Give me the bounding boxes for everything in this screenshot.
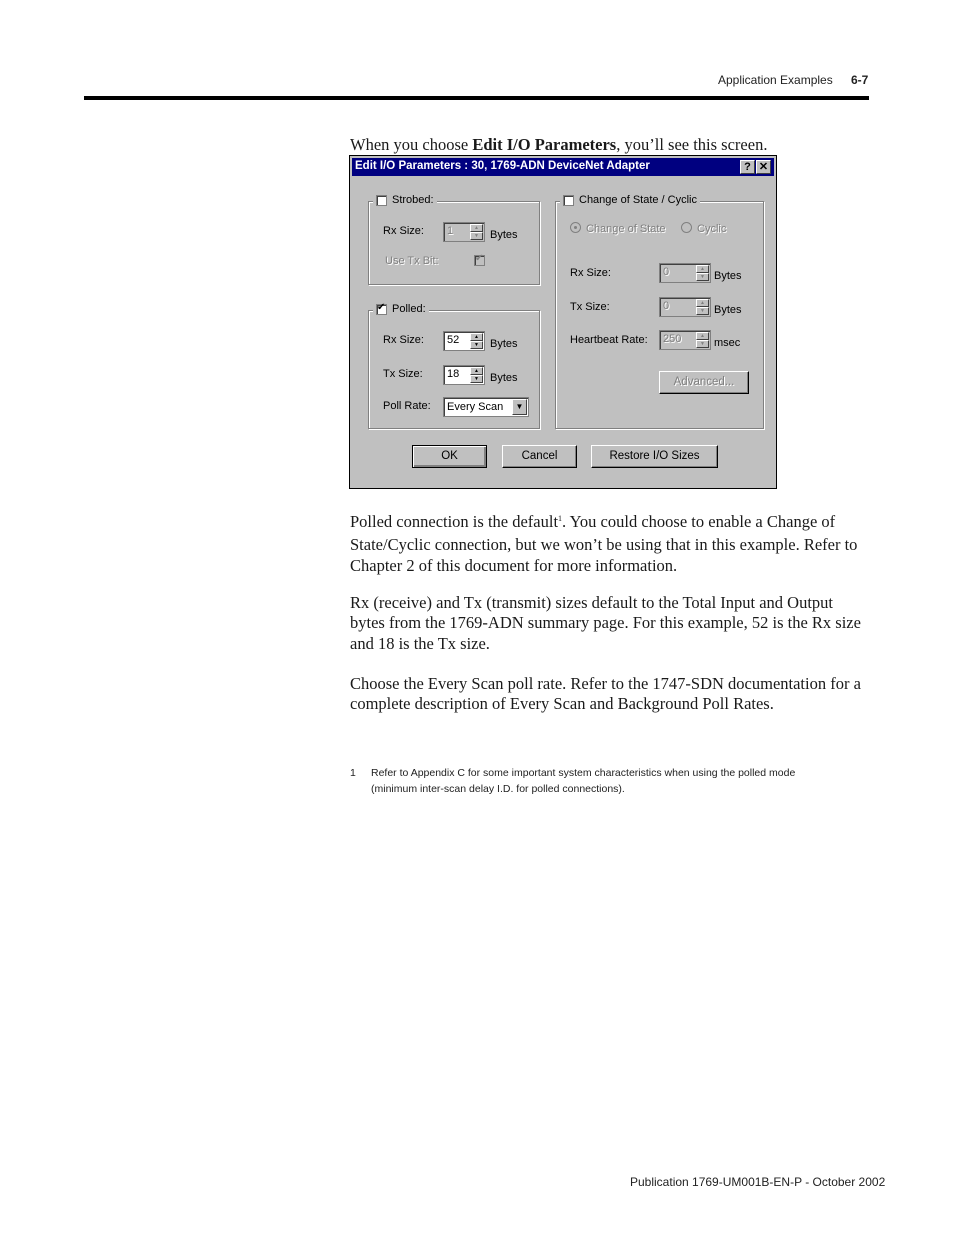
spin-up-icon[interactable]: ▲ [470,367,483,375]
radio-cyclic-label: Cyclic [697,223,727,235]
polled-group [368,303,540,429]
spin-down-icon[interactable]: ▼ [696,307,709,315]
paragraph-polled-default [350,512,870,576]
cos-rx-size-stepper[interactable] [659,263,711,283]
cos-cyclic-legend[interactable] [560,194,700,206]
polled-rx-size-stepper[interactable] [443,331,485,351]
strobed-rx-size-label: Rx Size: [383,225,424,237]
cos-tx-unit: Bytes [714,304,742,316]
polled-legend[interactable] [373,303,429,315]
cos-tx-size-value: 0 [663,300,670,312]
poll-rate-select[interactable] [443,397,529,417]
edit-io-parameters-dialog [349,155,777,489]
paragraph-poll-rate: Choose the Every Scan poll rate. Refer to the 1747-SDN documentation for a complete description of Every Scan and Background Poll Rates. [350,674,861,714]
spin-down-icon[interactable]: ▼ [696,340,709,348]
paragraph-rx-tx-sizes: Rx (receive) and Tx (transmit) sizes default to the Total Input and Output bytes from the 1769-ADN summary page. For this example, 52 is the Rx size and 18 is the Tx size. [350,593,861,653]
use-tx-bit-checkbox[interactable] [474,255,485,266]
spin-up-icon[interactable]: ▲ [470,333,483,341]
polled-rx-size-label: Rx Size: [383,334,424,346]
page-number: 6-7 [851,73,869,87]
radio-icon [681,222,692,233]
radio-change-of-state-label: Change of State [586,223,666,235]
cos-rx-size-value: 0 [663,266,670,278]
spin-down-icon[interactable]: ▼ [696,273,709,281]
spin-up-icon[interactable]: ▲ [470,224,483,232]
p1-text-a: Polled connection is the default [350,512,559,531]
strobed-rx-size-stepper[interactable] [443,222,485,242]
cos-cyclic-checkbox[interactable] [563,195,574,206]
footnote-ref: 1 [558,514,563,523]
dialog-title: Edit I/O Parameters : 30, 1769-ADN DeviceNet Adapter [355,160,650,172]
radio-cyclic[interactable] [681,222,726,235]
header-rule [84,96,869,100]
cos-cyclic-group [555,194,764,429]
advanced-button[interactable]: Advanced... [659,371,749,394]
spin-up-icon[interactable]: ▲ [696,299,709,307]
cos-cyclic-label: Change of State / Cyclic [579,194,698,206]
heartbeat-rate-label: Heartbeat Rate: [570,334,648,346]
polled-rx-unit: Bytes [490,338,518,350]
ok-button[interactable]: OK [412,445,487,468]
help-button[interactable]: ? [740,160,755,174]
radio-selected-icon [570,222,581,233]
cos-rx-unit: Bytes [714,270,742,282]
spin-down-icon[interactable]: ▼ [470,232,483,240]
intro-bold: Edit I/O Parameters [472,135,617,154]
running-header-title: Application Examples [718,73,833,87]
polled-rx-size-value: 52 [447,334,460,346]
intro-sentence [350,135,870,155]
cos-tx-size-label: Tx Size: [570,301,610,313]
cancel-button[interactable]: Cancel [502,445,577,468]
polled-tx-size-value: 18 [447,368,460,380]
cos-tx-size-stepper[interactable] [659,297,711,317]
polled-label: Polled: [392,303,426,315]
radio-change-of-state[interactable] [570,222,666,235]
strobed-group [368,194,540,285]
dialog-titlebar [352,158,774,176]
p1-text-b: . You could choose to enable a Change of State/Cyclic connection, but we won’t be using that in this example. Refer to Chapter 2 of this document for more information. [350,512,858,575]
chevron-down-icon[interactable]: ▼ [512,399,527,415]
footnote-text: Refer to Appendix C for some important system characteristics when using the polled mode (minimum inter-scan delay I.D. for polled connections). [371,767,796,795]
use-tx-bit-label: Use Tx Bit: [385,255,439,267]
polled-checkbox[interactable] [376,304,387,315]
strobed-rx-unit: Bytes [490,229,518,241]
strobed-checkbox[interactable] [376,195,387,206]
publication-footer: Publication 1769-UM001B-EN-P - October 2002 [630,1175,886,1189]
poll-rate-value: Every Scan [447,401,504,413]
strobed-legend[interactable] [373,194,437,206]
spin-down-icon[interactable]: ▼ [470,375,483,383]
spin-up-icon[interactable]: ▲ [696,332,709,340]
poll-rate-label: Poll Rate: [383,400,431,412]
close-button[interactable]: ✕ [756,160,771,174]
spin-up-icon[interactable]: ▲ [696,265,709,273]
footnote-number: 1 [350,767,356,779]
strobed-rx-size-value: 1 [447,225,454,237]
strobed-label: Strobed: [392,194,434,206]
heartbeat-unit: msec [714,337,741,349]
cos-rx-size-label: Rx Size: [570,267,611,279]
heartbeat-rate-stepper[interactable] [659,330,711,350]
heartbeat-rate-value: 250 [663,333,682,345]
spin-down-icon[interactable]: ▼ [470,341,483,349]
intro-before: When you choose [350,135,473,154]
polled-tx-size-stepper[interactable] [443,365,485,385]
polled-tx-size-label: Tx Size: [383,368,423,380]
intro-after: , you’ll see this screen. [616,135,768,154]
polled-tx-unit: Bytes [490,372,518,384]
restore-io-sizes-button[interactable]: Restore I/O Sizes [591,445,718,468]
